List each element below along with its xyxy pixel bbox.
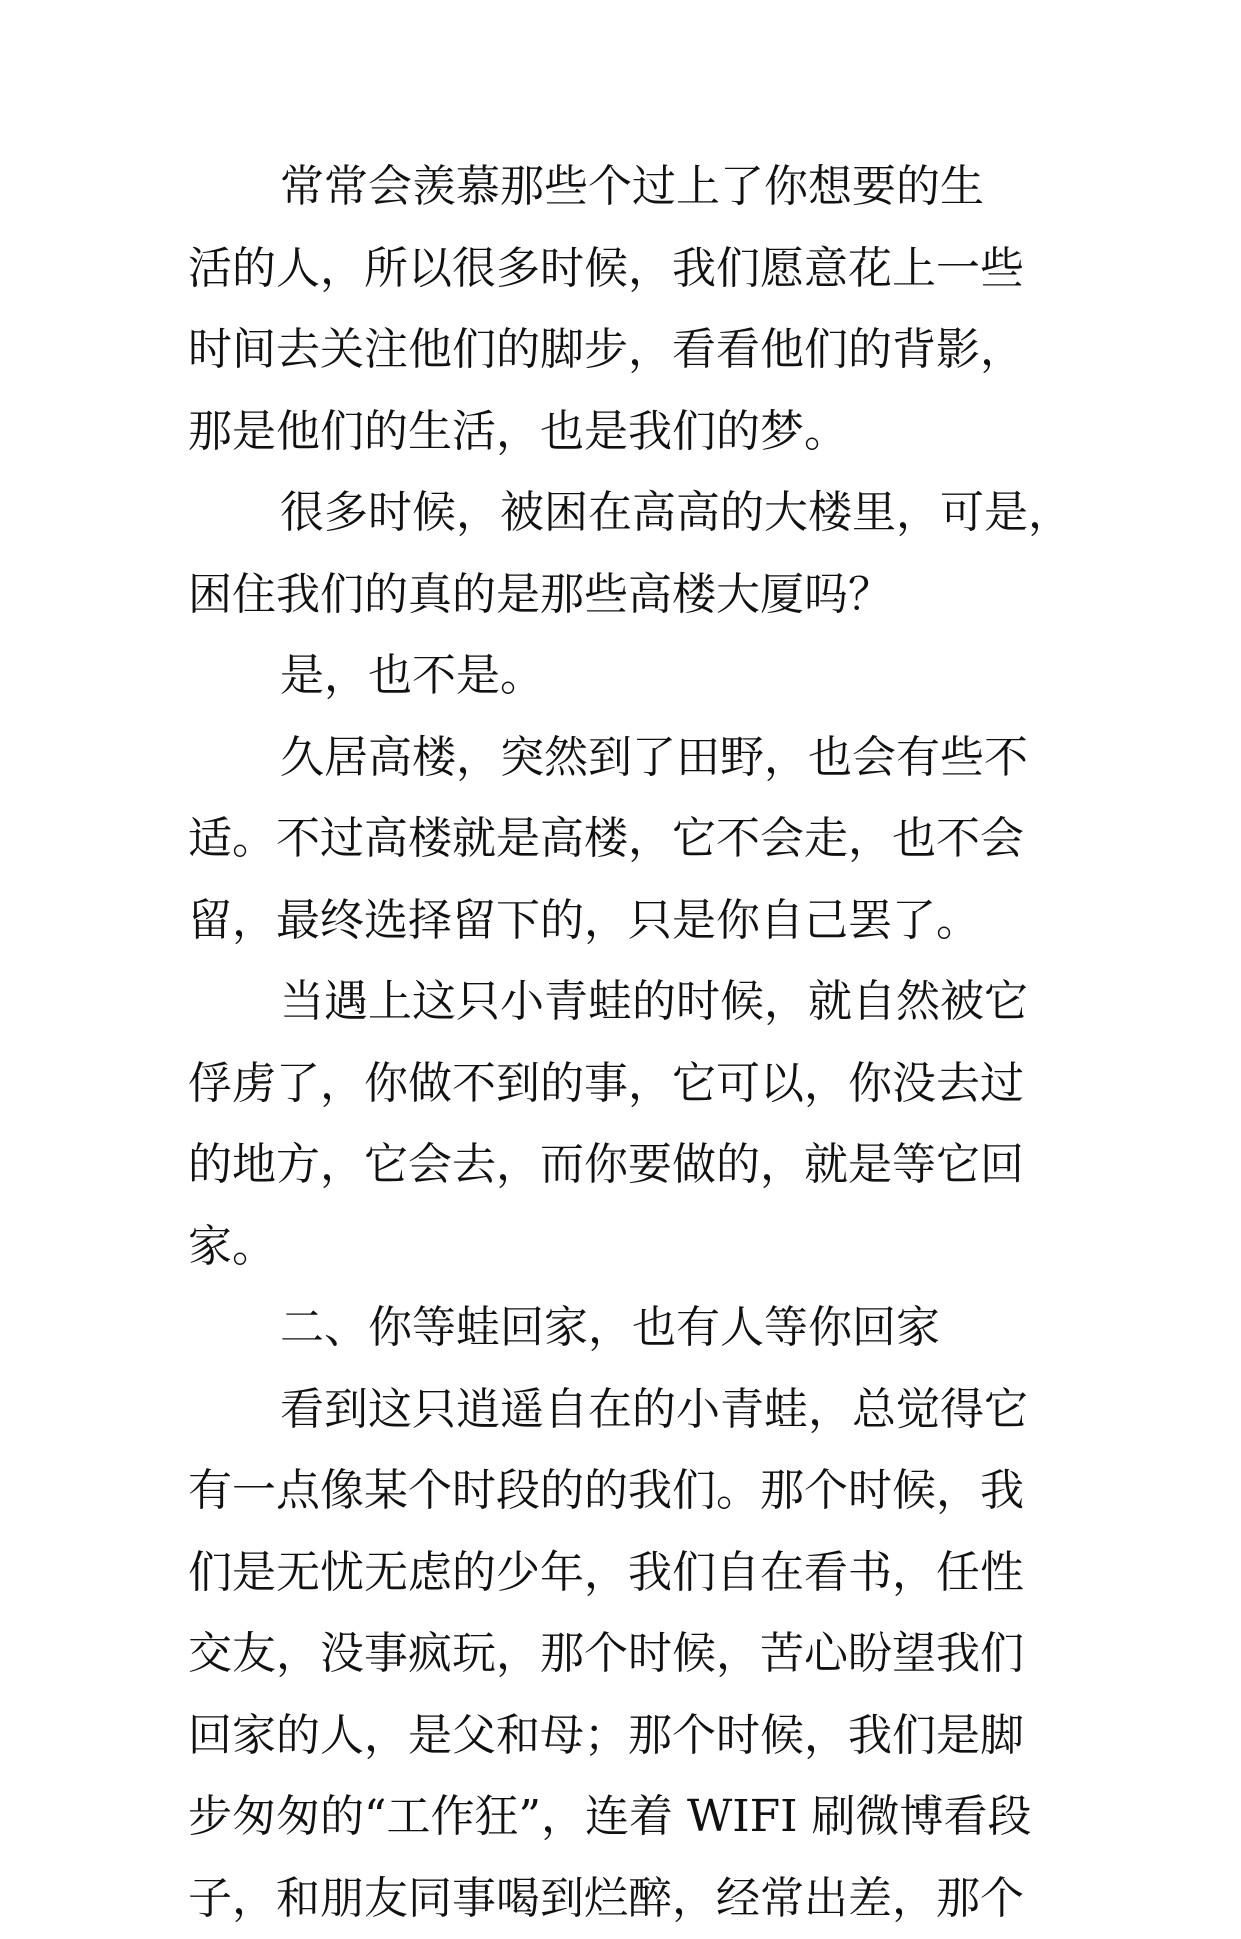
- text-line: 的地方，它会去，而你要做的，就是等它回: [188, 1124, 1068, 1206]
- text-line: 留，最终选择留下的，只是你自己罢了。: [188, 880, 1068, 962]
- text-line: 适。不过高楼就是高楼，它不会走，也不会: [188, 798, 1068, 880]
- text-line: 困住我们的真的是那些高楼大厦吗？: [188, 554, 1068, 636]
- text-line: 是，也不是。: [188, 635, 1068, 717]
- text-line: 常常会羡慕那些个过上了你想要的生: [188, 146, 1068, 228]
- text-line: 时间去关注他们的脚步，看看他们的背影，: [188, 309, 1068, 391]
- text-line: 那是他们的生活，也是我们的梦。: [188, 391, 1068, 473]
- text-line: 当遇上这只小青蛙的时候，就自然被它: [188, 961, 1068, 1043]
- text-line: 看到这只逍遥自在的小青蛙，总觉得它: [188, 1369, 1068, 1451]
- text-line: 交友，没事疯玩，那个时候，苦心盼望我们: [188, 1613, 1068, 1695]
- section-heading: 二、你等蛙回家，也有人等你回家: [188, 1287, 1068, 1369]
- body-text: [188, 146, 1068, 1939]
- text-line: 很多时候，被困在高高的大楼里，可是，: [188, 472, 1068, 554]
- text-line: 有一点像某个时段的的我们。那个时候，我: [188, 1450, 1068, 1532]
- text-line: 子，和朋友同事喝到烂醉，经常出差，那个: [188, 1858, 1068, 1939]
- text-line: 家。: [188, 1206, 1068, 1288]
- text-line: 久居高楼，突然到了田野，也会有些不: [188, 717, 1068, 799]
- text-line: 俘虏了，你做不到的事，它可以，你没去过: [188, 1043, 1068, 1125]
- text-line: 们是无忧无虑的少年，我们自在看书，任性: [188, 1532, 1068, 1614]
- text-line: 回家的人，是父和母；那个时候，我们是脚: [188, 1695, 1068, 1777]
- text-line: 步匆匆的“工作狂”，连着 WIFI 刷微博看段: [188, 1776, 1068, 1858]
- text-line: 活的人，所以很多时候，我们愿意花上一些: [188, 228, 1068, 310]
